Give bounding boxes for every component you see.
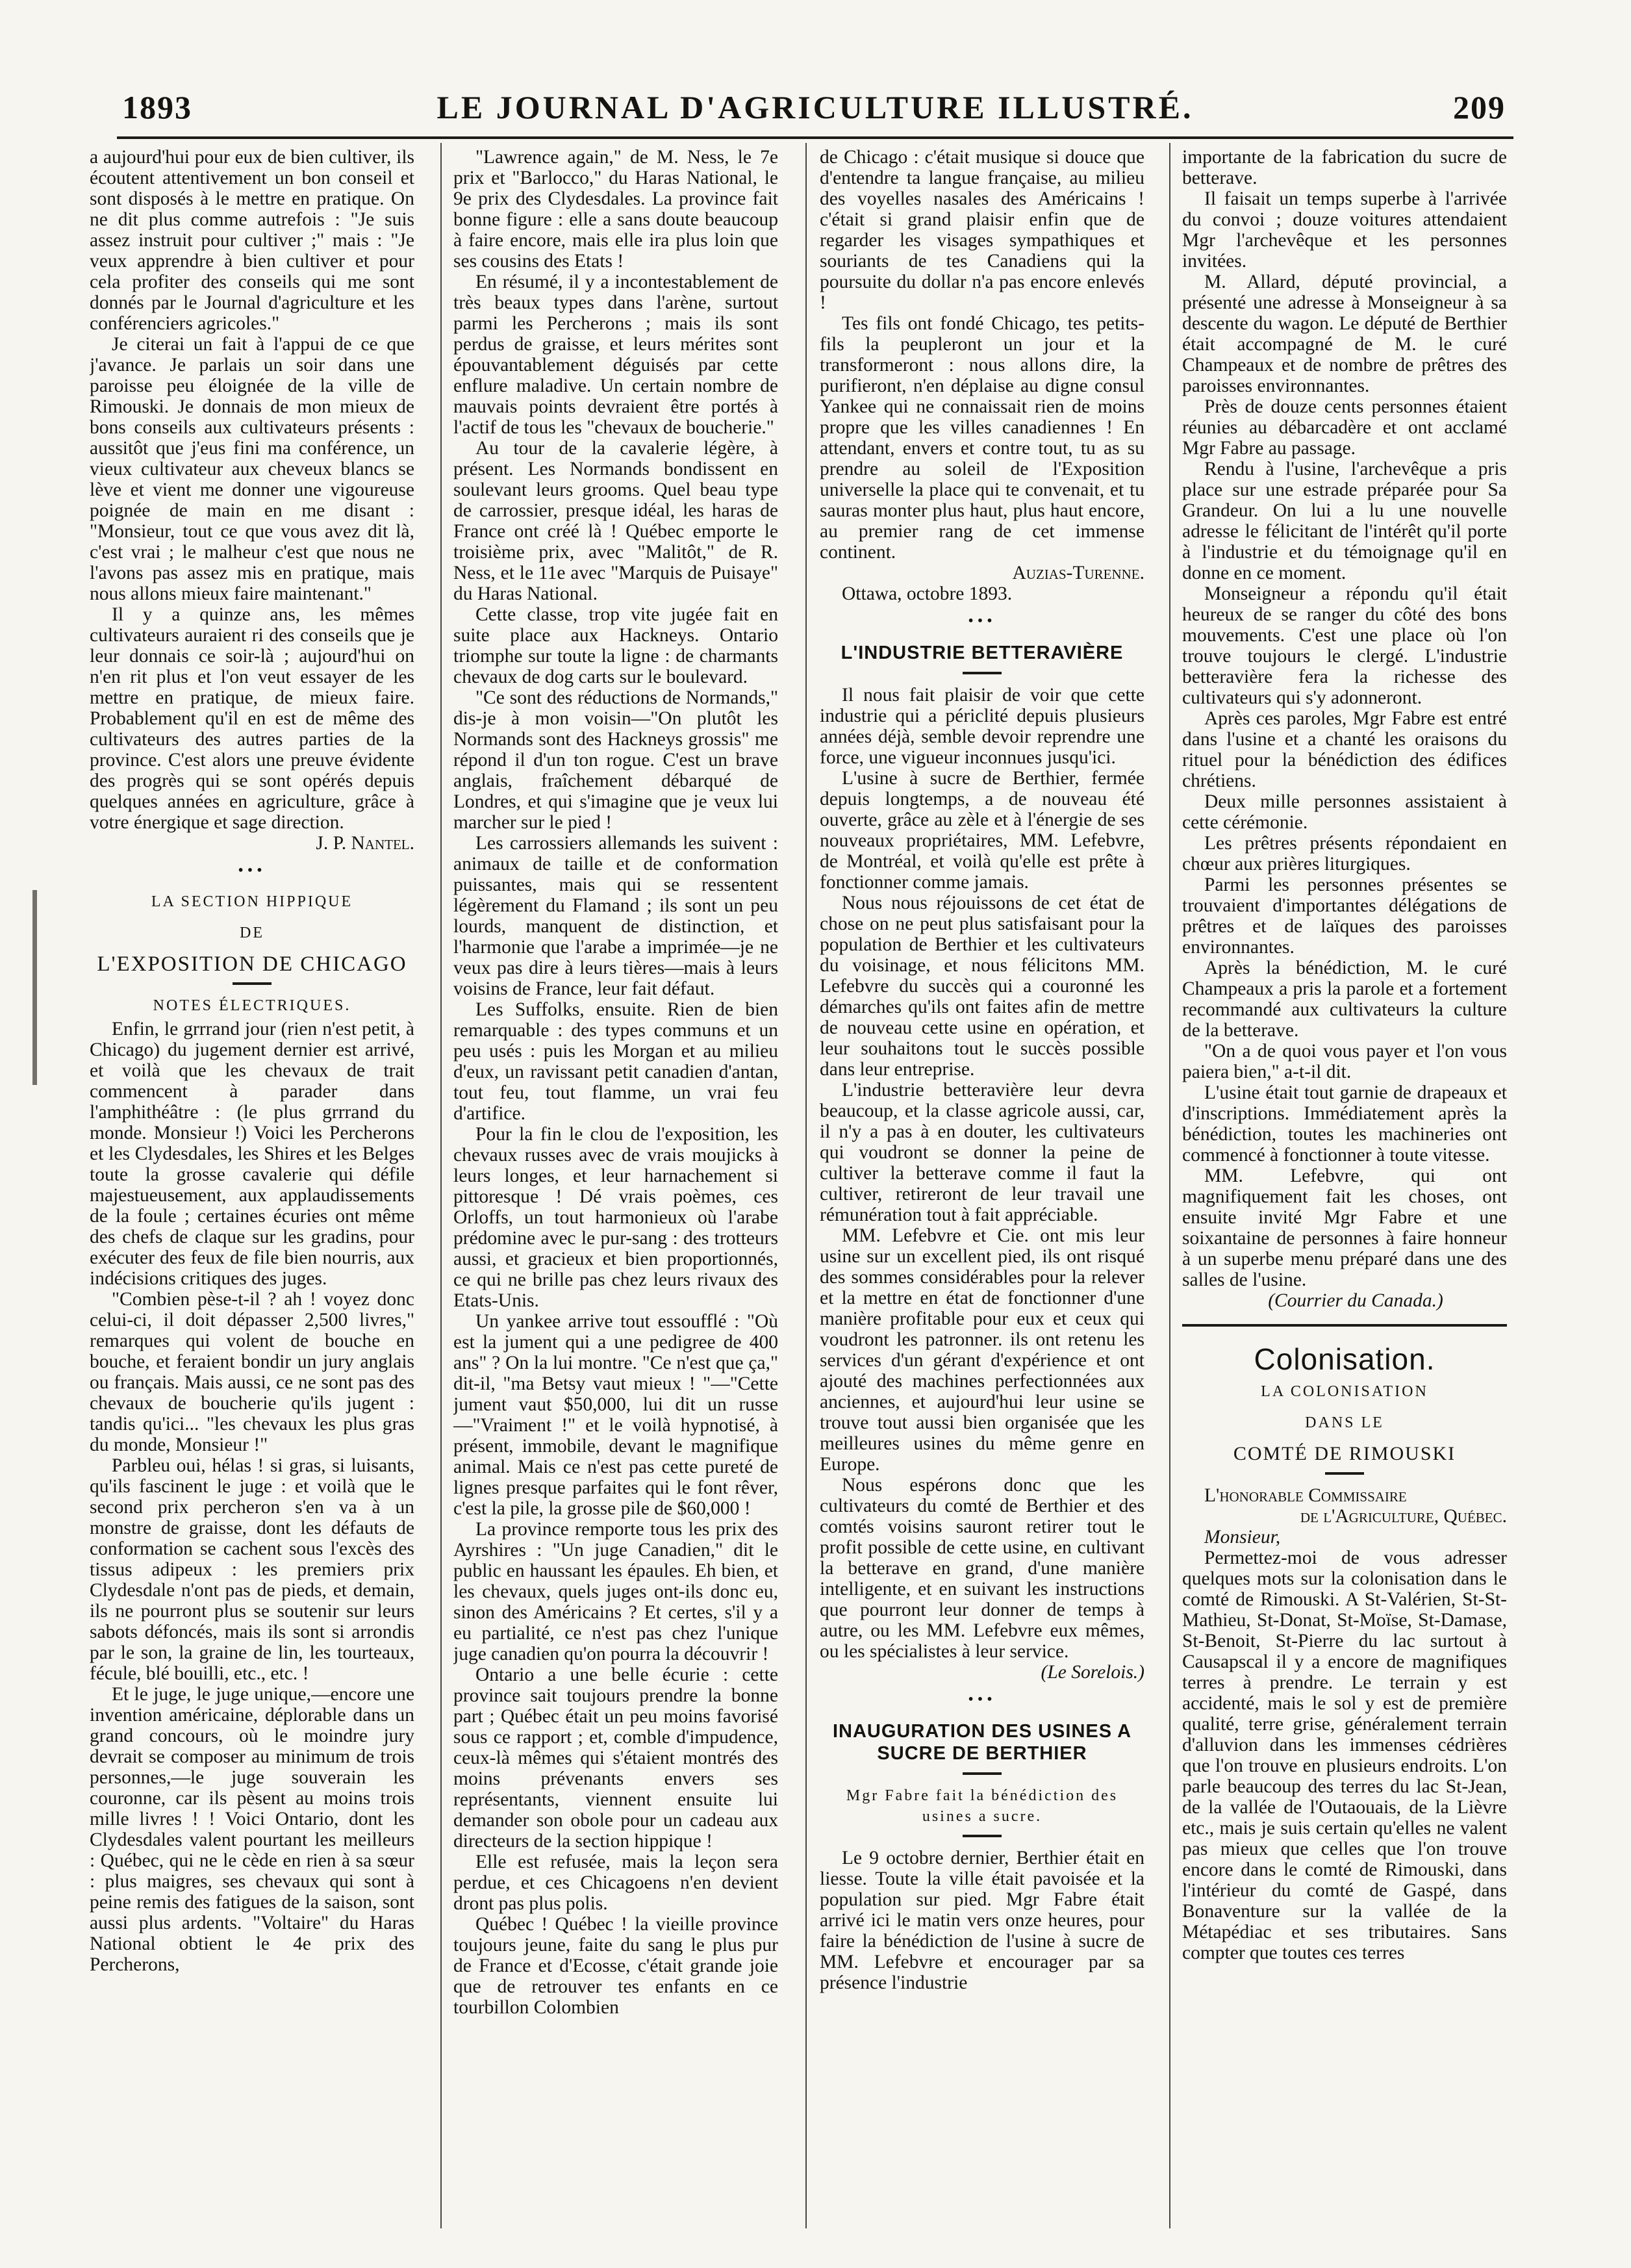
- section-heading: DE: [240, 924, 264, 941]
- paragraph: "Lawrence again," de M. Ness, le 7e prix et "Barlocco," du Haras National, le 9e prix des Clydesdales. La province fait bonne figure : elle a sans doute beaucoup à faire encore, mais elle ira plus loin que ses cousins des Etats !: [453, 147, 778, 272]
- paragraph: de Chicago : c'était musique si douce que d'entendre ta langue française, au milieu des voyelles nasales des Américains ! c'était si grand plaisir enfin que de regarder les visages sympathiques et souriants de tes Canadiens qui la poursuite du dollar n'a pas encore enlevés !: [820, 147, 1144, 313]
- column-rule-2: [805, 143, 807, 2228]
- paragraph: Elle est refusée, mais la leçon sera perdue, et ces Chicagoens n'en devient dront pas plus polis.: [453, 1852, 778, 1914]
- paragraph: Il nous fait plaisir de voir que cette industrie qui a périclité depuis plusieurs années déjà, semble devoir reprendre une force, une vigueur inconnues jusqu'ici.: [820, 685, 1144, 768]
- column-2: [453, 147, 778, 2226]
- paragraph: Monseigneur a répondu qu'il était heureux de se ranger du côté des bons mouvements. C'est une place où l'on trouve toujours le clergé. L'industrie betteravière fera la richesse des cultivateurs qui s'y adonneront.: [1182, 583, 1507, 708]
- paragraph: Il y a quinze ans, les mêmes cultivateurs auraient ri des conseils que je leur donnais ce soir-là ; aujourd'hui on n'en rit plus et l'on veut essayer de les mettre en pratique, de mieux faire. Probablement qu'il en est de même des cultivateurs des autres parties de la province. C'est alors une preuve évidente des progrès qui se sont opérés depuis quelques années en agriculture, grâce à votre énergique et sage direction.: [90, 604, 414, 833]
- paragraph: Pour la fin le clou de l'exposition, les chevaux russes avec de vrais moujicks à leurs longes, et leur harnachement si pittoresque ! Dé vrais poèmes, ces Orloffs, un tout harmonieux où l'arabe prédomine avec le pur-sang : des trotteurs aussi, et gracieux et bien proportionnés, ce qui ne brille pas chez leurs rivaux des Etats-Unis.: [453, 1124, 778, 1311]
- paragraph: L'usine à sucre de Berthier, fermée depuis longtemps, a de nouveau été ouverte, grâce au zèle et à l'énergie de ses nouveaux propriétaires, MM. Lefebvre, de Montréal, et voilà qu'elle est prête à fonctionner comme jamais.: [820, 768, 1144, 893]
- heading-rule: [233, 982, 272, 985]
- paragraph: Les carrossiers allemands les suivent : animaux de taille et de conformation puissantes, mais qui se ressentent légèrement du Flamand ; ils sont un peu lourds, manquent de distinction, et l'harmonie que l'arabe a imprimée—je ne veux pas dire à leurs tières—mais à leurs voisins de France, leur fait défaut.: [453, 833, 778, 999]
- paragraph: MM. Lefebvre, qui ont magnifiquement fait les choses, ont ensuite invité Mgr Fabre et une soixantaine de personnes à faire honneur à un superbe menu préparé dans une des salles de l'usine.: [1182, 1166, 1507, 1290]
- separator-dots: •••: [238, 862, 266, 879]
- dateline: Ottawa, octobre 1893.: [842, 583, 1013, 604]
- paragraph: Au tour de la cavalerie légère, à présent. Les Normands bondissent en soulevant leurs grooms. Quel beau type de carrossier, presque idéal, les haras de France ont créé là ! Québec emporte le troisième prix, avec "Malitôt," de R. Ness, et le 11e avec "Marquis de Puisaye" du Haras National.: [453, 438, 778, 604]
- paragraph: Nous espérons donc que les cultivateurs du comté de Berthier et des comtés voisins sauront retirer tout le profit possible de cette usine, en cultivant la betterave en grand, d'une manière intelligente, et en suivant les instructions que pourront leur donner de temps à autre, ou les MM. Lefebvre eux mêmes, ou les spécialistes à leur service.: [820, 1475, 1144, 1662]
- paragraph: Et le juge, le juge unique,—encore une invention américaine, déplorable dans un grand concours, où le moindre jury devrait se composer au minimum de trois personnes,—le juge souverain les couronne, car ils pèsent au moins trois mille livres ! ! Voici Ontario, dont les Clydesdales valent pourtant les meilleurs : Québec, qui ne le cède en rien à sa sœur : plus maigres, ses chevaux qui sont à peine remis des fatigues de la saison, sont aussi plus ardents. "Voltaire" du Haras National obtient le 4e prix des Percherons,: [90, 1684, 414, 1975]
- paragraph: Après ces paroles, Mgr Fabre est entré dans l'usine et a chanté les oraisons du rituel pour la bénédiction des édifices chrétiens.: [1182, 708, 1507, 791]
- signature: Auzias-Turenne.: [1012, 563, 1144, 583]
- paragraph: Nous nous réjouissons de cet état de chose on ne peut plus satisfaisant pour la population de Berthier et les cultivateurs du voisinage, et nous félicitons MM. Lefebvre du succès qui a couronné les démarches qu'ils ont faites afin de mettre de nouveau cette usine en opération, et leur souhaitons tout le succès possible dans leur entreprise.: [820, 893, 1144, 1080]
- section-title: Colonisation.: [1254, 1342, 1435, 1376]
- paragraph: "On a de quoi vous payer et l'on vous paiera bien," a-t-il dit.: [1182, 1041, 1507, 1082]
- section-subheading: NOTES ÉLECTRIQUES.: [153, 997, 351, 1014]
- letter-salutation: Monsieur,: [1204, 1527, 1281, 1548]
- separator-dots: •••: [968, 1691, 996, 1708]
- paragraph: En résumé, il y a incontestablement de très beaux types dans l'arène, surtout parmi les Percherons ; mais ils sont perdus de graisse, et leurs mérites sont épouvantablement déguisés par cette enflure maladive. Un certain nombre de mauvais points devraient être portés à l'actif de tous les "chevaux de boucherie.": [453, 272, 778, 438]
- journal-title: LE JOURNAL D'AGRICULTURE ILLUSTRÉ.: [436, 89, 1194, 125]
- source-credit: (Le Sorelois.): [1041, 1662, 1144, 1683]
- letter-address: L'honorable Commissaire: [1204, 1485, 1407, 1506]
- paragraph: Québec ! Québec ! la vieille province toujours jeune, faite du sang le plus pur de France et d'Ecosse, c'était grande joie que de retrouver tes enfants en ce tourbillon Colombien: [453, 1914, 778, 2018]
- margin-ink-mark: [32, 890, 37, 1085]
- section-heading: DANS LE: [1305, 1414, 1384, 1431]
- paragraph: Il faisait un temps superbe à l'arrivée du convoi ; douze voitures attendaient Mgr l'archevêque et les personnes invitées.: [1182, 188, 1507, 272]
- paragraph: a aujourd'hui pour eux de bien cultiver, ils écoutent attentivement un bon conseil et sont disposés à le mettre en pratique. On ne dit plus comme autrefois : "Je suis assez instruit pour cultiver ;" mais : "Je veux apprendre à bien cultiver et pour cela profiter des conseils qui me sont donnés par le Journal d'agriculture et les conférenciers agricoles.": [90, 147, 414, 334]
- paragraph: L'industrie betteravière leur devra beaucoup, et la classe agricole aussi, car, il n'y a pas à en douter, les cultivateurs qui voudront se donner la peine de cultiver la betterave comme il faut la cultiver, retireront de leur travail une rémunération tout à fait appréciable.: [820, 1080, 1144, 1225]
- column-4: [1182, 147, 1507, 2226]
- separator-dots: •••: [968, 613, 996, 630]
- paragraph: "Combien pèse-t-il ? ah ! voyez donc celui-ci, il doit dépasser 2,500 livres," remarques qui volent de bouche en bouche, et feraient bondir un jury anglais ou français. Mais aussi, ce ne sont pas des chevaux de boucherie qu'ils jugent : tandis qu'ici... "les chevaux les plus gras du monde, Monsieur !": [90, 1289, 414, 1455]
- paragraph: Je citerai un fait à l'appui de ce que j'avance. Je parlais un soir dans une paroisse peu éloignée de la ville de Rimouski. Je donnais de mon mieux de bons conseils aux cultivateurs présents : aussitôt que j'eus fini ma conférence, un vieux cultivateur aux cheveux blancs se lève et vient me donner une vigoureuse poignée de main en me disant : "Monsieur, tout ce que vous avez dit là, c'est vrai ; le malheur c'est que nous ne l'avons pas assez mis en pratique, mais nous allons mieux faire maintenant.": [90, 334, 414, 604]
- paragraph: Ontario a une belle écurie : cette province sait toujours prendre la bonne part ; Québec était un peu moins favorisé sous ce rapport ; et, comble d'impudence, ceux-là mêmes qui s'étaient montrés des moins prévenants envers ses représentants, viennent ensuite lui demander son obole pour un cadeau aux directeurs de la section hippique !: [453, 1664, 778, 1852]
- column-1: [90, 147, 414, 2226]
- paragraph: Permettez-moi de vous adresser quelques mots sur la colonisation dans le comté de Rimouski. A St-Valérien, St-St-Mathieu, St-Donat, St-Moïse, St-Damase, St-Benoit, St-Pierre du lac surtout à Causapscal il y a encore de magnifiques terres à prendre. Le terrain y est accidenté, mais le sol y est de première qualité, terre grise, généralement terrain d'alluvion dans les immenses cédrières que l'on trouve en plusieurs endroits. L'on parle beaucoup des terres du lac St-Jean, de la vallée de l'Outaouais, de la Lièvre etc., mais je suis certain qu'elles ne valent pas mieux que celles que l'on trouve encore dans le comté de Rimouski, dans l'intérieur du comté de Gaspé, dans Bonaventure sur la vallée de la Métapédiac et ses tributaires. Sans compter que toutes ces terres: [1182, 1548, 1507, 1963]
- paragraph: Les prêtres présents répondaient en chœur aux prières liturgiques.: [1182, 833, 1507, 874]
- column-rule-1: [440, 143, 442, 2228]
- paragraph: M. Allard, député provincial, a présenté une adresse à Monseigneur à sa descente du wagon. Le député de Berthier était accompagné de M. le curé Champeaux et de nombre de prêtres des paroisses environnantes.: [1182, 272, 1507, 396]
- paragraph: Près de douze cents personnes étaient réunies au débarcadère et ont acclamé Mgr Fabre au passage.: [1182, 396, 1507, 459]
- letter-address: de l'Agriculture, Québec.: [1300, 1506, 1507, 1527]
- paragraph: Après la bénédiction, M. le curé Champeaux a pris la parole et a fortement recommandé aux cultivateurs la culture de la betterave.: [1182, 958, 1507, 1041]
- paragraph: Parmi les personnes présentes se trouvaient d'importantes délégations de prêtres et de laïques des paroisses environnantes.: [1182, 874, 1507, 958]
- paragraph: La province remporte tous les prix des Ayrshires : "Un juge Canadien," dit le public en haussant les épaules. Eh bien, et les chevaux, quels juges ont-ils donc eu, sinon des Américains ? Et certes, s'il y a eu partialité, ce n'est pas chez l'unique juge canadien qu'on pourra la découvrir !: [453, 1519, 778, 1664]
- paragraph: Parbleu oui, hélas ! si gras, si luisants, qu'ils fascinent le juge : et voilà que le second prix percheron s'en va à un monstre de graisse, dont les défauts de conformation se cachent sous l'excès des tissus adipeux : les premiers prix Clydesdale n'ont pas de pieds, et demain, ils ne pourront plus se soutenir sur leurs sabots défoncés, mais ils sont si arrondis par le son, la graine de lin, les tourteaux, fécule, blé bouilli, etc., etc. !: [90, 1455, 414, 1684]
- header-rule: [117, 136, 1513, 139]
- paragraph: MM. Lefebvre et Cie. ont mis leur usine sur un excellent pied, ils ont risqué des sommes considérables pour la relever et la mettre en état de fonctionner d'une manière profitable pour eux et ceux qui voudront les patronner. ils ont retenu les services d'un gérant d'expérience et ont ajouté des machines perfectionnées aux anciennes, et aujourd'hui leur usine se trouve tout aussi bien organisée que les meilleures usines du même genre en Europe.: [820, 1225, 1144, 1475]
- column-rule-3: [1169, 143, 1170, 2228]
- heading-rule: [963, 1835, 1002, 1837]
- section-heading: LA COLONISATION: [1261, 1383, 1428, 1400]
- paragraph: Un yankee arrive tout essoufflé : "Où est la jument qui a une pedigree de 400 ans" ? On la lui montre. "Ce n'est que ça," dit-il, "ma Betsy vaut mieux ! "—"Cette jument vaut $50,000, lui dit un russe—"Vraiment !" et le voilà hypnotisé, à présent, immobile, devant le magnifique animal. Mais ce n'est pas cette pureté de lignes presque parfaites qui le font rêver, c'est la pile, la grosse pile de $60,000 !: [453, 1311, 778, 1519]
- section-heading: INAUGURATION DES USINES A SUCRE DE BERTHIER: [832, 1721, 1132, 1764]
- paragraph: Enfin, le grrrand jour (rien n'est petit, à Chicago) du jugement dernier est arrivé, et voilà que les chevaux de trait commencent à parader dans l'amphithéâtre : (le plus grrrand du monde. Monsieur !) Voici les Percherons et les Clydesdales, les Shires et les Belges toute la grosse cavalerie qui défile majestueusement, aux applaudissements de la foule ; certaines écuries ont même des chefs de claque sur les gradins, pour exécuter des feux de file bien nourris, aux indécisions critiques des juges.: [90, 1019, 414, 1289]
- paragraph: Tes fils ont fondé Chicago, tes petits-fils la peupleront un jour et la transformeront : nous allons dire, la purifieront, n'en déplaise au digne consul Yankee qui ne connaissait rien de moins propre que les villes canadiennes ! En attendant, envers et contre tout, tu as su prendre au soleil de l'Exposition universelle la place qui te convenait, et tu sauras monter plus haut, plus haut encore, au premier rang de cet immense continent.: [820, 313, 1144, 563]
- paragraph: L'usine était tout garnie de drapeaux et d'inscriptions. Immédiatement après la bénédiction, toutes les machineries ont commencé à fonctionner à toute vitesse.: [1182, 1082, 1507, 1166]
- paragraph: Les Suffolks, ensuite. Rien de bien remarquable : des types communs et un peu usés : puis les Morgan et au milieu d'eux, un ravissant petit canadien d'antan, tout feu, tout flamme, un vrai feu d'artifice.: [453, 999, 778, 1124]
- section-heading: L'INDUSTRIE BETTERAVIÈRE: [841, 643, 1124, 663]
- section-subheading: Mgr Fabre fait la bénédiction des usines a sucre.: [846, 1787, 1119, 1825]
- column-3: [820, 147, 1144, 2226]
- signature: J. P. Nantel.: [316, 833, 414, 854]
- paragraph: Cette classe, trop vite jugée fait en suite place aux Hackneys. Ontario triomphe sur toute la ligne : de charmants chevaux de dog carts sur le boulevard.: [453, 604, 778, 687]
- paragraph: Deux mille personnes assistaient à cette cérémonie.: [1182, 791, 1507, 833]
- page-number: 209: [1453, 89, 1506, 125]
- paragraph: importante de la fabrication du sucre de betterave.: [1182, 147, 1507, 188]
- paragraph: "Ce sont des réductions de Normands," dis-je à mon voisin—"On plutôt les Normands sont des Hackneys grossis" me répond il d'un ton rogue. C'est un brave anglais, fraîchement débarqué de Londres, et qui s'imagine que je veux lui marcher sur le pied !: [453, 687, 778, 833]
- section-heading: L'EXPOSITION DE CHICAGO: [97, 952, 407, 976]
- page-header: [117, 83, 1513, 134]
- paragraph: Rendu à l'usine, l'archevêque a pris place sur une estrade préparée pour Sa Grandeur. On lui a lu une nouvelle adresse le félicitant de l'intérêt qu'il porte à l'industrie et du témoignage qu'il en donne en ce moment.: [1182, 459, 1507, 583]
- source-credit: (Courrier du Canada.): [1268, 1290, 1443, 1311]
- heading-rule: [963, 672, 1002, 674]
- section-rule: [1182, 1324, 1507, 1327]
- section-heading: LA SECTION HIPPIQUE: [151, 893, 353, 910]
- paragraph: Le 9 octobre dernier, Berthier était en liesse. Toute la ville était pavoisée et la population sur pied. Mgr Fabre était arrivé ici le matin vers onze heures, pour faire la bénédiction de l'usine à sucre de MM. Lefebvre et encourager par sa présence l'industrie: [820, 1848, 1144, 1993]
- heading-rule: [1325, 1472, 1364, 1475]
- heading-rule: [963, 1772, 1002, 1775]
- header-year: 1893: [122, 89, 192, 125]
- section-heading: COMTÉ DE RIMOUSKI: [1233, 1443, 1456, 1464]
